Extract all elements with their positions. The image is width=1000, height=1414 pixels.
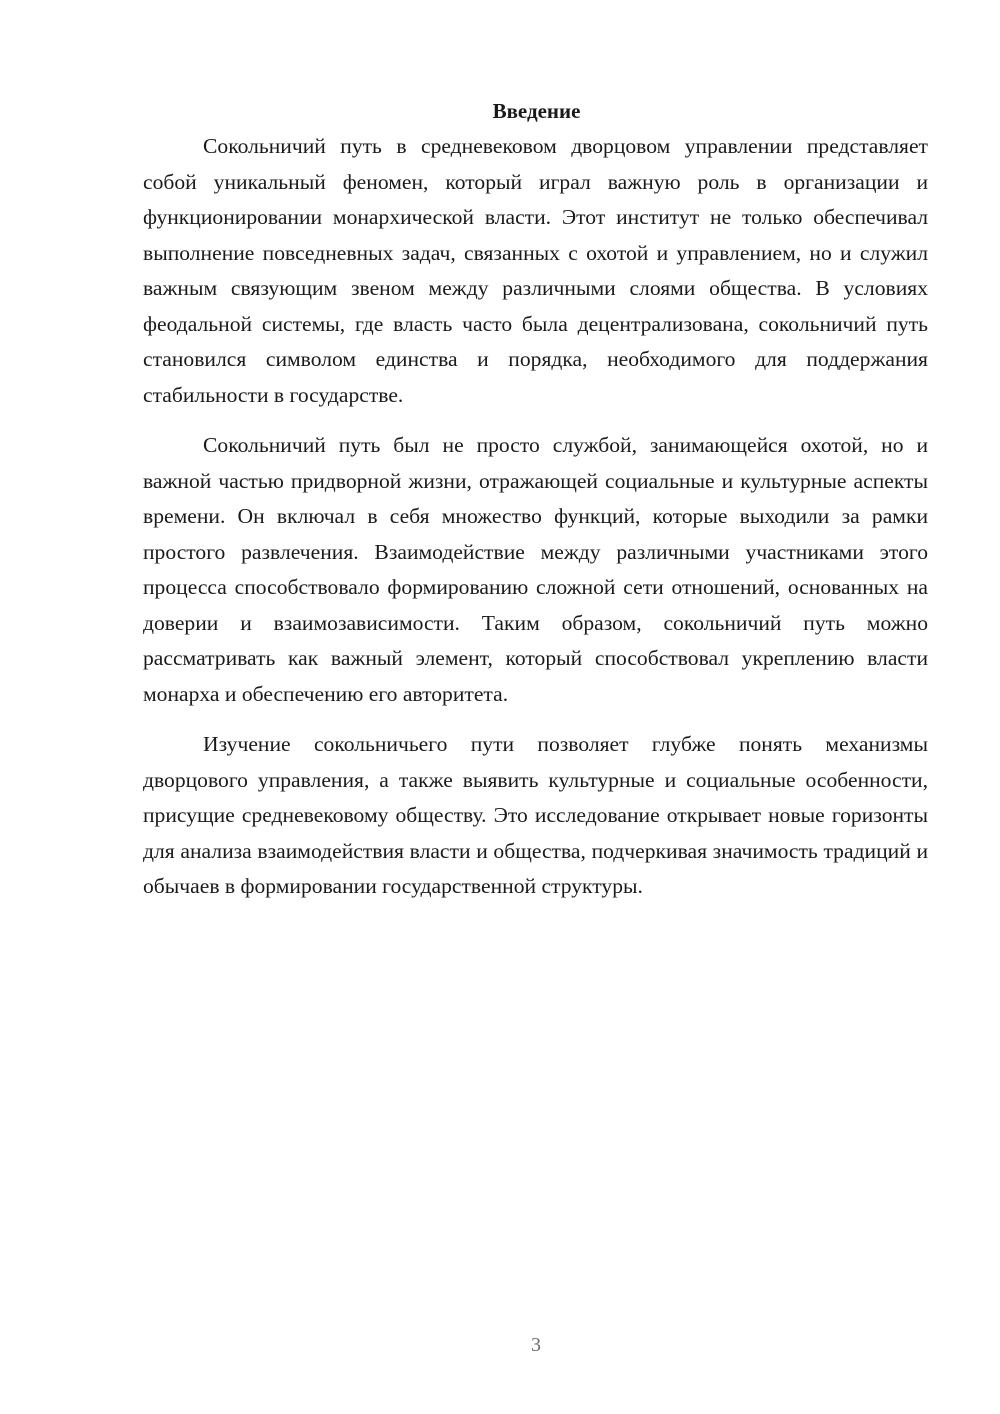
section-heading: Введение (492, 99, 581, 123)
paragraph-3: Изучение сокольничьего пути позволяет глубже понять механизмы дворцового управления, а также выявить культурные и социальные особенности, присущие средневековому обществу. Это исследование открывает новые горизонты для анализа взаимодействия власти и общества, подчеркивая значимость традиций и обычаев в формировании государственной структуры. (143, 732, 928, 898)
page-number: 3 (531, 1334, 541, 1356)
paragraph-1: Сокольничий путь в средневековом дворцовом управлении представляет собой уникальный феномен, который играл важную роль в организации и функционировании монархической власти. Этот институт не только обеспечивал выполнение повседневных задач, связанных с охотой и управлением, но и служил важным связующим звеном между различными слоями общества. В условиях феодальной системы, где власть часто была децентрализована, сокольничий путь становился символом единства и порядка, необходимого для поддержания стабильности в государстве. (143, 134, 928, 407)
page-content (143, 95, 928, 920)
paragraph-2: Сокольничий путь был не просто службой, занимающейся охотой, но и важной частью придворной жизни, отражающей социальные и культурные аспекты времени. Он включал в себя множество функций, которые выходили за рамки простого развлечения. Взаимодействие между различными участниками этого процесса способствовало формированию сложной сети отношений, основанных на доверии и взаимозависимости. Таким образом, сокольничий путь можно рассматривать как важный элемент, который способствовал укреплению власти монарха и обеспечению его авторитета. (143, 433, 928, 706)
